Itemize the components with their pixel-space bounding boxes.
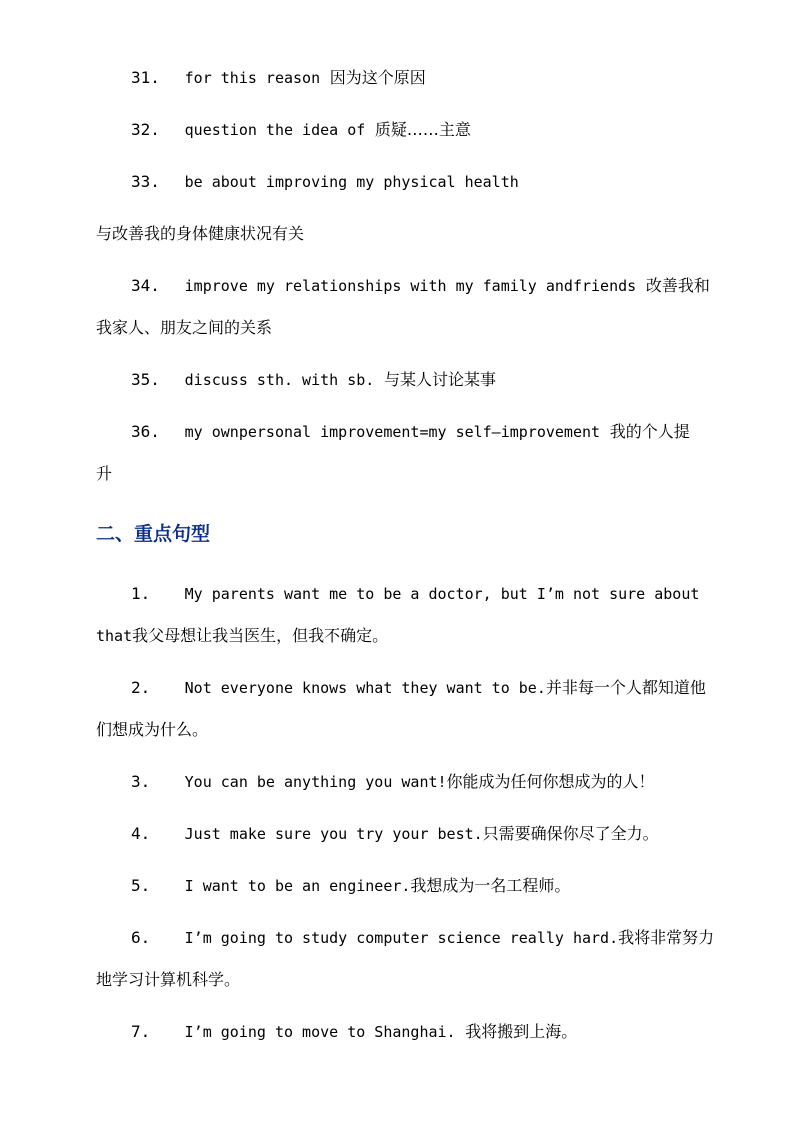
vocab-item-36-continuation	[96, 464, 112, 484]
english-sentence: I want to be an engineer.	[184, 877, 411, 895]
english-sentence: that	[96, 627, 133, 645]
vocab-item-34	[131, 276, 710, 296]
item-number: 35.	[131, 370, 160, 389]
english-phrase: improve my relationships with my family andfriends	[184, 277, 637, 295]
english-sentence: My parents want me to be a doctor, but I’m not sure about	[184, 585, 700, 603]
chinese-translation: 我将非常努力	[618, 928, 715, 947]
item-number: 6.	[131, 928, 151, 947]
vocab-item-33-translation	[96, 224, 304, 244]
chinese-translation: 你能成为任何你想成为的人！	[446, 772, 655, 791]
sentence-2	[131, 678, 706, 698]
vocab-item-36	[131, 422, 690, 442]
item-number: 3.	[131, 772, 151, 791]
item-number: 1.	[131, 584, 151, 603]
vocab-item-33	[131, 172, 519, 192]
item-number: 32.	[131, 120, 160, 139]
english-sentence: I’m going to study computer science really hard.	[184, 929, 619, 947]
english-phrase: be about improving my physical health	[184, 173, 519, 191]
english-phrase: discuss sth. with sb.	[184, 371, 375, 389]
item-number: 33.	[131, 172, 160, 191]
chinese-translation: 我的个人提	[609, 422, 690, 441]
sentence-1-continuation	[96, 626, 388, 646]
sentence-5	[131, 876, 570, 896]
sentence-2-continuation	[96, 720, 208, 740]
chinese-translation: 我父母想让我当医生，但我不确定。	[132, 626, 389, 645]
sentence-1	[131, 584, 699, 604]
english-phrase: my ownpersonal improvement=my self—improvement	[184, 423, 601, 441]
vocab-item-34-continuation	[96, 318, 272, 338]
item-number: 7.	[131, 1022, 151, 1041]
vocab-item-35	[131, 370, 496, 390]
vocab-item-31	[131, 68, 426, 88]
vocab-item-32	[131, 120, 471, 140]
item-number: 5.	[131, 876, 151, 895]
chinese-translation: 质疑……主意	[374, 120, 471, 139]
english-sentence: You can be anything you want!	[184, 773, 447, 791]
chinese-translation: 并非每一个人都知道他	[545, 678, 706, 697]
english-phrase: for this reason	[184, 69, 321, 87]
chinese-translation: 我家人、朋友之间的关系	[96, 318, 273, 337]
sentence-6	[131, 928, 714, 948]
sentence-4	[131, 824, 659, 844]
chinese-translation: 们想成为什么。	[96, 720, 209, 739]
item-number: 36.	[131, 422, 160, 441]
chinese-translation: 地学习计算机科学。	[96, 970, 241, 989]
item-number: 2.	[131, 678, 151, 697]
english-sentence: Just make sure you try your best.	[184, 825, 483, 843]
chinese-translation: 与改善我的身体健康状况有关	[96, 224, 305, 243]
sentence-7	[131, 1022, 577, 1042]
chinese-translation: 升	[96, 464, 113, 483]
section-heading: 二、重点句型	[96, 523, 211, 545]
sentence-3	[131, 772, 655, 792]
chinese-translation: 因为这个原因	[329, 68, 426, 87]
english-sentence: Not everyone knows what they want to be.	[184, 679, 546, 697]
item-number: 31.	[131, 68, 160, 87]
english-sentence: I’m going to move to Shanghai.	[184, 1023, 456, 1041]
chinese-translation: 只需要确保你尽了全力。	[482, 824, 659, 843]
chinese-translation: 我将搬到上海。	[465, 1022, 578, 1041]
item-number: 34.	[131, 276, 160, 295]
chinese-translation: 改善我和	[645, 276, 710, 295]
chinese-translation: 与某人讨论某事	[383, 370, 496, 389]
english-phrase: question the idea of	[184, 121, 366, 139]
sentence-6-continuation	[96, 970, 240, 990]
chinese-translation: 我想成为一名工程师。	[410, 876, 571, 895]
item-number: 4.	[131, 824, 151, 843]
